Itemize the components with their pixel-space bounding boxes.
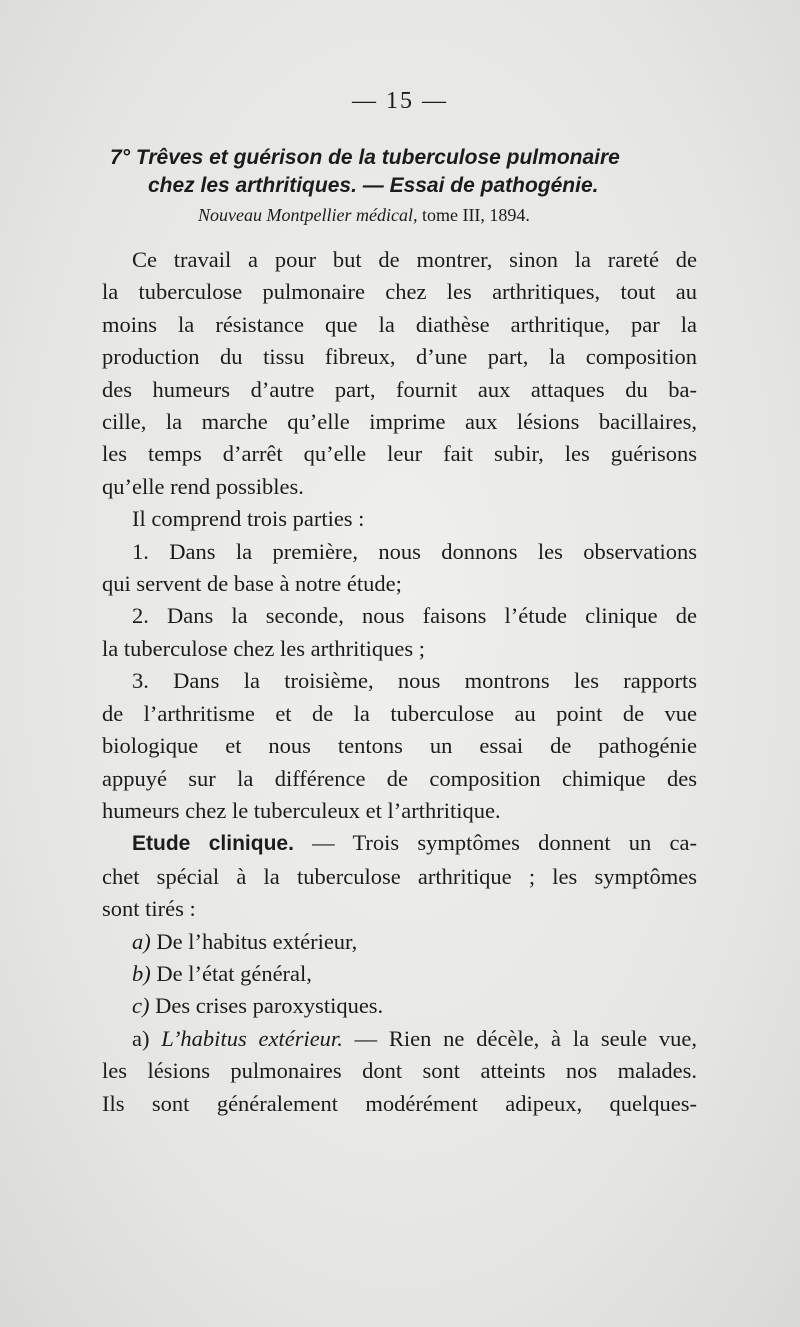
list-item <box>102 990 697 1022</box>
text-line: la tuberculose pulmonaire chez les arthritiques, tout au <box>102 279 697 305</box>
list-item <box>102 926 697 958</box>
text-line: la tuberculose chez les arthritiques ; <box>102 635 425 661</box>
list-marker: b) <box>132 960 151 986</box>
list-marker: a) <box>132 928 151 954</box>
entry-title-line-1: 7° Trêves et guérison de la tuberculose pulmonaire <box>110 146 620 169</box>
text-line: Il comprend trois parties : <box>132 506 365 532</box>
text-line: sont tirés : <box>102 896 196 922</box>
text-line: qu’elle rend possibles. <box>102 473 304 499</box>
list-marker: a) <box>132 1025 162 1051</box>
journal-volume: tome III, 1894. <box>421 205 530 225</box>
entry-source <box>198 203 530 227</box>
text-line: des humeurs d’autre part, fournit aux attaques du ba- <box>102 376 697 402</box>
list-item: 2. Dans la seconde, nous faisons l’étude clinique de <box>132 603 697 629</box>
text-line: humeurs chez le tuberculeux et l’arthritique. <box>102 797 501 823</box>
list-item: 3. Dans la troisième, nous montrons les rapports <box>132 668 697 694</box>
section-heading: Etude clinique. <box>132 832 294 856</box>
list-marker: c) <box>132 993 150 1019</box>
text-line: qui servent de base à notre étude; <box>102 571 402 597</box>
text-line: les lésions pulmonaires dont sont atteints nos malades. <box>102 1058 697 1084</box>
text-line: Ce travail a pour but de montrer, sinon la rareté de <box>132 247 697 272</box>
text-line: de l’arthritisme et de la tuberculose au point de vue <box>102 700 697 726</box>
list-text: Des crises paroxystiques. <box>149 993 384 1019</box>
list-text: De l’état général, <box>150 960 312 986</box>
text-line <box>102 1023 697 1055</box>
text-span: — Trois symptômes donnent un ca- <box>293 830 697 856</box>
subsection-title: L’habitus extérieur. <box>161 1025 343 1051</box>
list-item <box>102 958 697 990</box>
text-line: moins la résistance que la diathèse arthritique, par la <box>102 311 697 337</box>
list-item: 1. Dans la première, nous donnons les observations <box>132 538 697 564</box>
text-line: les temps d’arrêt qu’elle leur fait subir, les guérisons <box>102 441 697 467</box>
text-line <box>102 827 697 860</box>
text-line: appuyé sur la différence de composition chimique des <box>102 765 697 791</box>
text-line: Ils sont généralement modérément adipeux, quelques- <box>102 1090 697 1116</box>
entry-title-line-2: chez les arthritiques. — Essai de pathogénie. <box>148 174 599 197</box>
journal-name: Nouveau Montpellier médical, <box>198 205 418 225</box>
text-line: production du tissu fibreux, d’une part, la composition <box>102 344 697 370</box>
body-text <box>102 244 697 1120</box>
text-line: cille, la marche qu’elle imprime aux lésions bacillaires, <box>102 409 697 435</box>
page-number: — 15 — <box>352 88 448 114</box>
text-line: chet spécial à la tuberculose arthritique ; les symptômes <box>102 863 697 889</box>
entry-title <box>110 144 710 200</box>
text-line: biologique et nous tentons un essai de pathogénie <box>102 733 697 759</box>
list-text: De l’habitus extérieur, <box>150 928 358 954</box>
text-span: — Rien ne décèle, à la seule vue, <box>342 1025 697 1051</box>
